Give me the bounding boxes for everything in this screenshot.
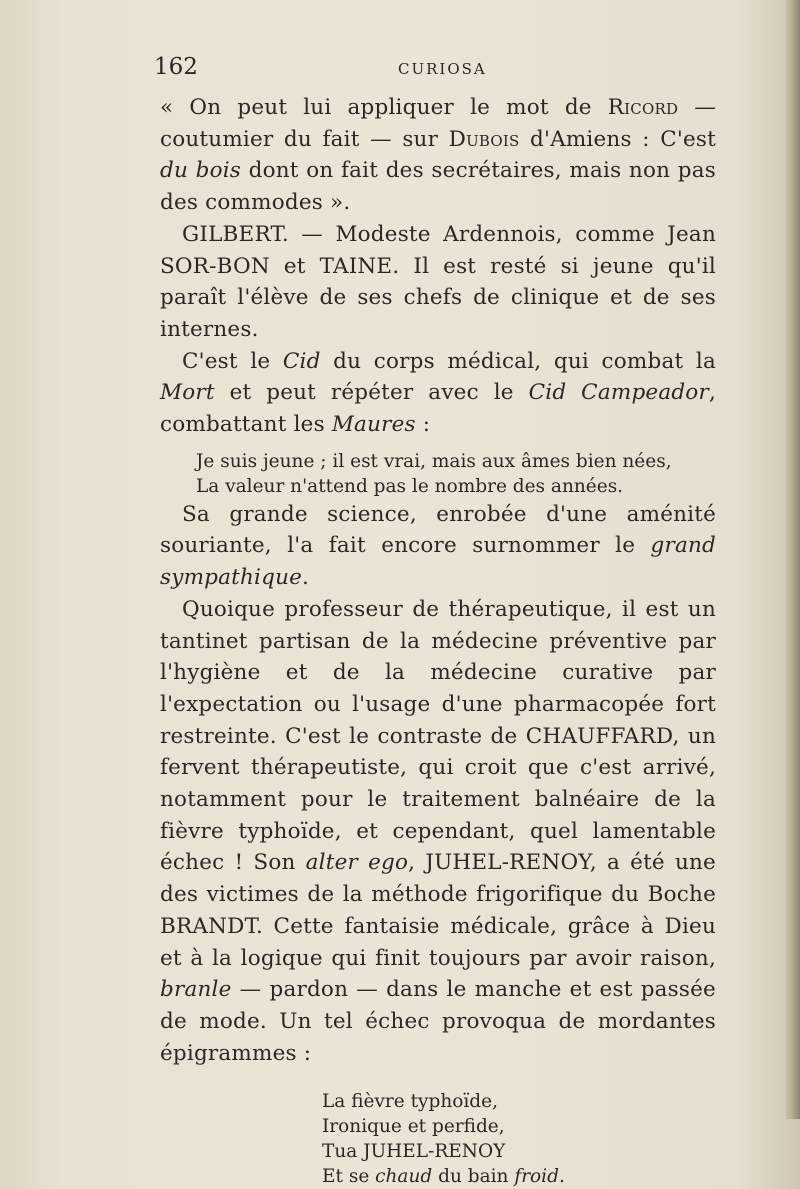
verse-line-last: [322, 1164, 716, 1189]
text-run: d'Amiens : C'est: [519, 126, 716, 152]
text-run: Sa grande science, enrobée d'une aménité souriante, l'a fait encore surnommer le: [160, 501, 716, 559]
italic-froid: froid: [514, 1166, 559, 1188]
text-run: du bain: [432, 1166, 515, 1188]
verse-line: Je suis jeune ; il est vrai, mais aux âmes bien nées,: [196, 450, 672, 472]
paragraph-gilbert: GILBERT. — Modeste Ardennois, comme Jean SOR-BON et TAINE. Il est resté si jeune qu'il paraît l'élève de ses chefs de clinique et de ses internes.: [160, 221, 716, 342]
text-run: .: [302, 565, 310, 591]
verse-line: Ironique et perfide,: [322, 1116, 505, 1138]
text-run: et peut répéter avec le: [214, 380, 529, 406]
text-run: , JUHEL-RENOY, a été une des victimes de la méthode frigorifique du Boche BRANDT. Cette fantaisie médicale, grâce à Dieu et à la logique qui finit toujours par avoir raison,: [160, 850, 716, 971]
page-header: [150, 54, 730, 84]
running-title: CURIOSA: [398, 60, 487, 78]
text-run: Quoique professeur de thérapeutique, il est un tantinet partisan de la médecine préventive par l'hygiène et de la médecine curative par l'expectation ou l'usage d'une pharmacopée fort restreinte. C'est le contraste de CHAUFFARD, un fervent thérapeutiste, qui croit que c'est arrivé, notamment pour le traitement balnéaire de la fièvre typhoïde, et cependant, quel lamentable échec ! Son: [160, 596, 716, 876]
page-edge: [786, 0, 800, 1119]
text-run: , combattant les: [160, 380, 716, 438]
text-run: :: [415, 412, 431, 438]
verse-line: Tua JUHEL-RENOY: [322, 1141, 506, 1163]
paragraph-cid: [160, 346, 716, 441]
italic-grand-sympathique: grand sympathique: [160, 533, 716, 591]
paragraph-therapeutique: [160, 594, 716, 1070]
italic-branle: branle: [160, 977, 232, 1003]
italic-alter-ego: alter ego: [305, 850, 409, 876]
italic-maures: Maures: [331, 412, 416, 438]
text-run: Et se: [322, 1166, 376, 1188]
page-body: [160, 92, 716, 1189]
text-run: .: [558, 1166, 565, 1188]
italic-chaud: chaud: [375, 1166, 433, 1188]
text-run: — pardon — dans le manche et est passée de mode. Un tel échec provoqua de mordantes épigrammes :: [160, 977, 716, 1066]
text-run: dont on fait des secrétaires, mais non pas des commodes ».: [160, 158, 716, 216]
text-run: — coutumier du fait — sur: [160, 95, 716, 152]
verse-quote-cid: [196, 449, 716, 499]
italic-cid-campeador: Cid Campeador: [528, 380, 709, 406]
verse-line: La fièvre typhoïde,: [322, 1091, 498, 1113]
name-ricord: Ricord: [607, 95, 679, 120]
italic-cid: Cid: [282, 348, 321, 374]
paragraph-sympathique: [160, 499, 716, 594]
italic-du-bois: du bois: [160, 158, 242, 184]
text-run: du corps médical, qui combat la: [320, 348, 717, 374]
verse-line: La valeur n'attend pas le nombre des années.: [196, 475, 624, 497]
verse-epigram: [322, 1089, 716, 1189]
text-run: « On peut lui appliquer le mot de: [160, 95, 608, 120]
name-dubois: Dubois: [448, 126, 520, 152]
italic-mort: Mort: [160, 380, 215, 406]
page-number: 162: [154, 54, 198, 80]
text-run: C'est le: [182, 348, 283, 374]
paragraph-ricord-quote: [160, 92, 716, 219]
